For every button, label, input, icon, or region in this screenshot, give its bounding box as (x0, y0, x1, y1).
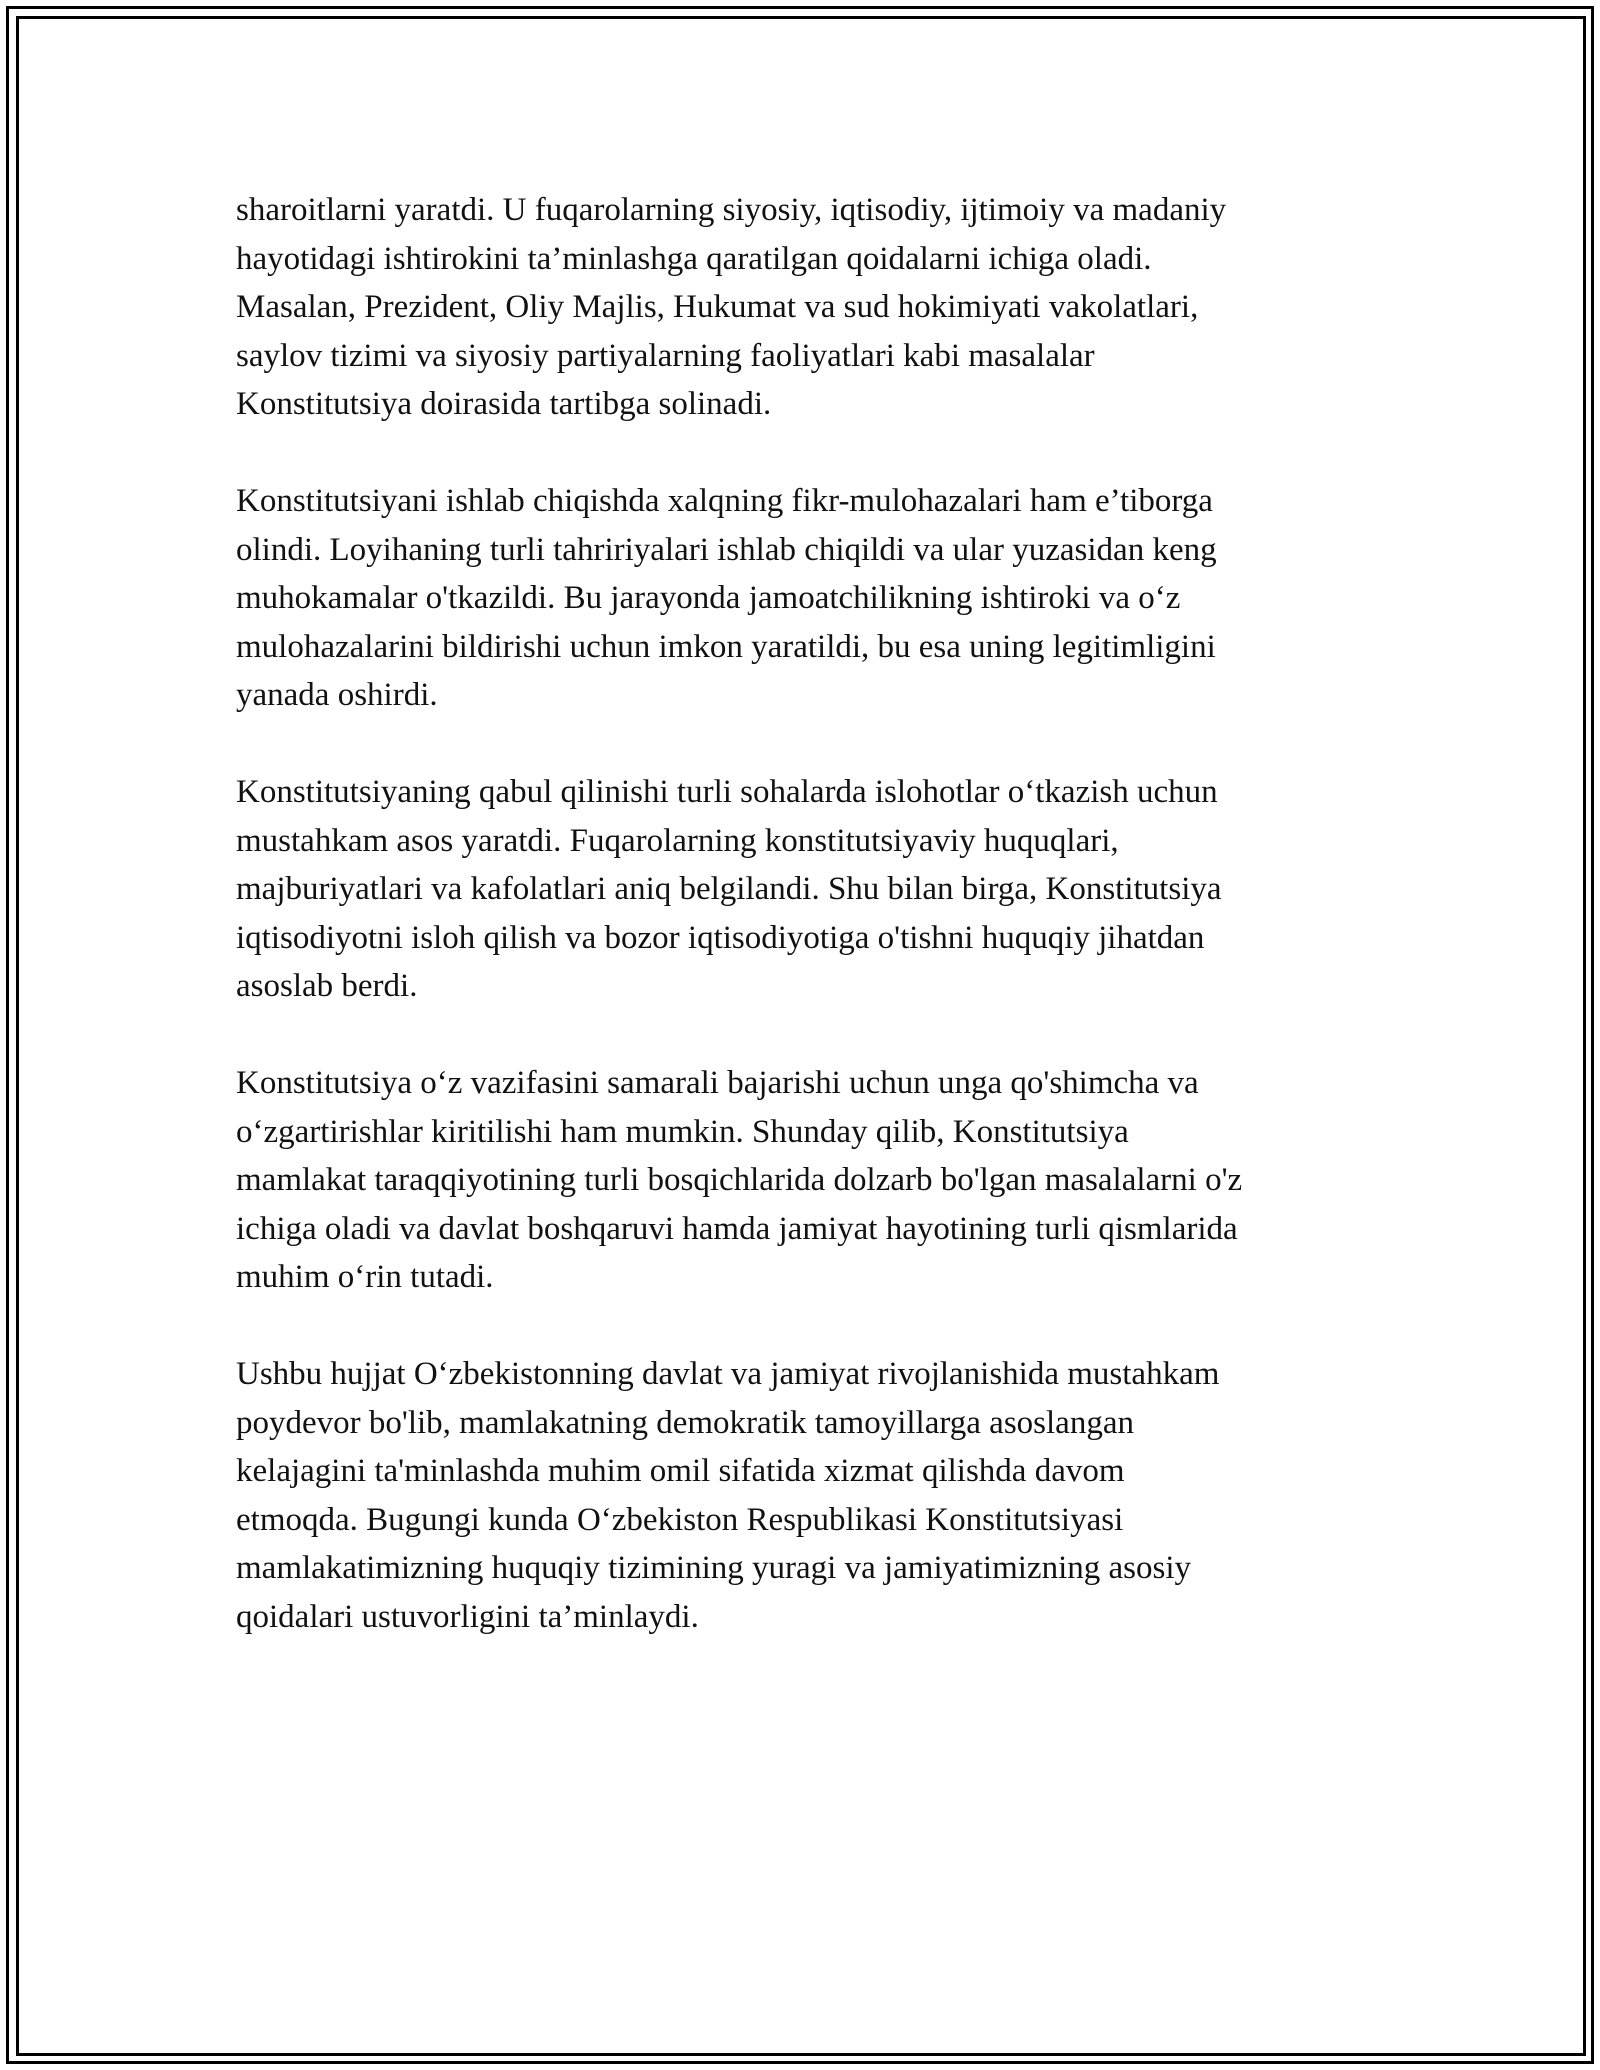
text-line: hayotidagi ishtirokini ta’minlashga qaratilgan qoidalarni ichiga oladi. (236, 240, 1152, 277)
text-line: mustahkam asos yaratdi. Fuqarolarning konstitutsiyaviy huquqlari, (236, 822, 1119, 859)
text-line: Masalan, Prezident, Oliy Majlis, Hukumat va sud hokimiyati vakolatlari, (236, 289, 1199, 325)
text-line: Konstitutsiya o‘z vazifasini samarali bajarishi uchun unga qo'shimcha va (236, 1065, 1199, 1101)
text-line: Konstitutsiyaning qabul qilinishi turli sohalarda islohotlar o‘tkazish uchun (236, 774, 1218, 810)
text-line: etmoqda. Bugungi kunda O‘zbekiston Respublikasi Konstitutsiyasi (236, 1501, 1124, 1538)
text-line: qoidalari ustuvorligini ta’minlaydi. (236, 1598, 699, 1635)
paragraph (236, 477, 1366, 720)
text-line: iqtisodiyotni isloh qilish va bozor iqtisodiyotiga o'tishni huquqiy jihatdan (236, 919, 1205, 956)
document-body (236, 186, 1366, 1690)
text-line: poydevor bo'lib, mamlakatning demokratik tamoyillarga asoslangan (236, 1404, 1134, 1441)
paragraph (236, 1059, 1366, 1302)
text-line: mamlakatimizning huquqiy tizimining yuragi va jamiyatimizning asosiy (236, 1550, 1192, 1586)
text-line: mamlakat taraqqiyotining turli bosqichlarida dolzarb bo'lgan masalalarni o'z (236, 1162, 1243, 1198)
text-line: yanada oshirdi. (236, 677, 438, 713)
text-line: kelajagini ta'minlashda muhim omil sifatida xizmat qilishda davom (236, 1453, 1125, 1489)
text-line: Ushbu hujjat O‘zbekistonning davlat va jamiyat rivojlanishida mustahkam (236, 1356, 1220, 1392)
paragraph (236, 186, 1366, 429)
text-line: saylov tizimi va siyosiy partiyalarning faoliyatlari kabi masalalar (236, 337, 1095, 374)
text-line: sharoitlarni yaratdi. U fuqarolarning siyosiy, iqtisodiy, ijtimoiy va madaniy (236, 192, 1227, 228)
text-line: ichiga oladi va davlat boshqaruvi hamda jamiyat hayotining turli qismlarida (236, 1210, 1238, 1247)
text-line: olindi. Loyihaning turli tahririyalari ishlab chiqildi va ular yuzasidan keng (236, 531, 1217, 568)
text-line: muhokamalar o'tkazildi. Bu jarayonda jamoatchilikning ishtiroki va o‘z (236, 580, 1181, 616)
text-line: muhim o‘rin tutadi. (236, 1259, 494, 1295)
text-line: o‘zgartirishlar kiritilishi ham mumkin. Shunday qilib, Konstitutsiya (236, 1113, 1129, 1150)
paragraph (236, 1350, 1366, 1641)
text-line: Konstitutsiya doirasida tartibga solinadi. (236, 386, 772, 422)
text-line: mulohazalarini bildirishi uchun imkon yaratildi, bu esa uning legitimligini (236, 628, 1216, 665)
text-line: asoslab berdi. (236, 968, 418, 1004)
paragraph (236, 768, 1366, 1011)
text-line: majburiyatlari va kafolatlari aniq belgilandi. Shu bilan birga, Konstitutsiya (236, 871, 1222, 907)
text-line: Konstitutsiyani ishlab chiqishda xalqning fikr-mulohazalari ham e’tiborga (236, 483, 1213, 519)
